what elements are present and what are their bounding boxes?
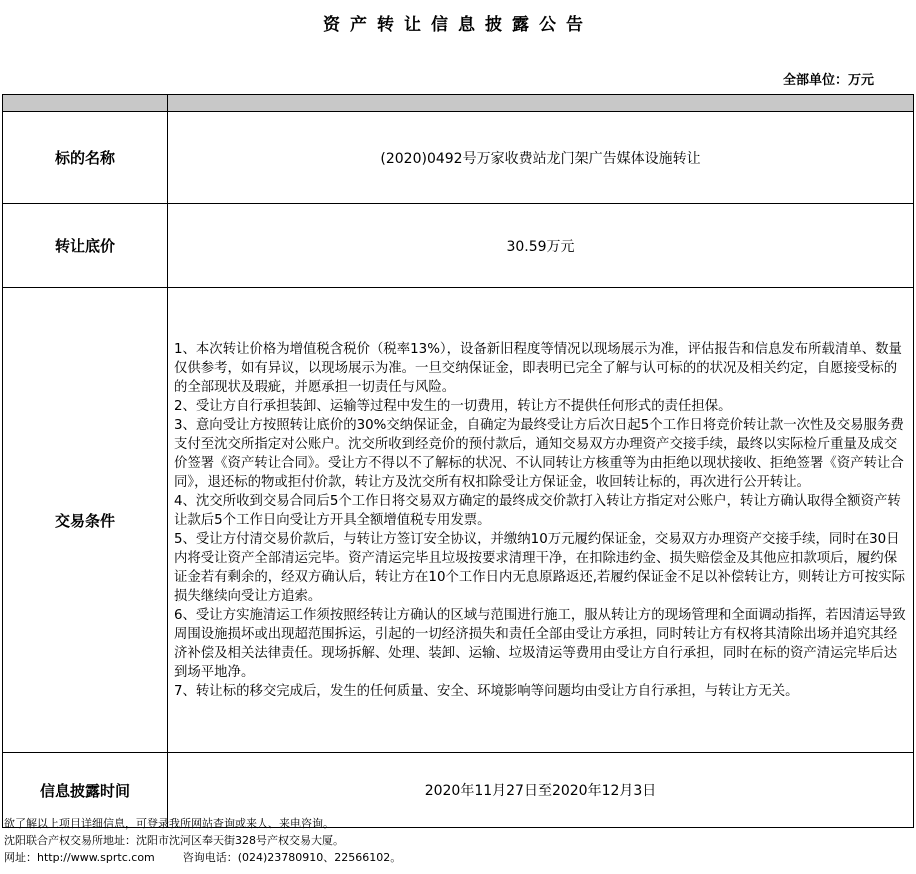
conditions-list [168,340,913,701]
unit-label: 全部单位：万元 [782,73,874,88]
info-table [2,94,914,828]
asset-name-label: 标的名称 [3,112,168,203]
trade-conditions-label: 交易条件 [3,288,168,752]
table-header-row [3,95,913,112]
reserve-price-label: 转让底价 [3,204,168,287]
header-cell-right [168,95,913,111]
trade-conditions-value [168,288,913,752]
condition-item: 6、受让方实施清运工作须按照经转让方确认的区域与范围进行施工，服从转让方的现场管理和全面调动指挥，若因清运导致周围设施损坏或出现超范围拆运，引起的一切经济损失和责任全部由受让方承担，同时转让方有权将其清除出场并追究其经济补偿及相关法律责任。现场拆解、处理、装卸、运输、垃圾清运等费用由受让方自行承担，同时在标的资产清运完毕后达到场平地净。 [174,607,906,680]
reserve-price-value: 30.59万元 [506,238,575,255]
footer-notes [4,815,401,866]
footer-line-inquiry: 欲了解以上项目详细信息，可登录我所网站查询或来人、来电咨询。 [4,817,334,830]
condition-item: 7、转让标的移交完成后，发生的任何质量、安全、环境影响等问题均由受让方自行承担，与转让方无关。 [174,683,799,699]
row-reserve-price [3,204,913,288]
condition-item: 3、意向受让方按照转让底价的30%交纳保证金，自确定为最终受让方后次日起5个工作日将竞价转让款一次性及交易服务费支付至沈交所指定对公账户。沈交所收到经竞价的预付款后，通知交易双方办理资产交接手续，最终以实际检斤重量及成交价签署《资产转让合同》。受让方不得以不了解标的状况、不认同转让方核重等为由拒绝以现状接收、拒绝签署《资产转让合同》，退还标的物或拒付价款，转让方及沈交所有权扣除受让方保证金，收回转让标的，再次进行公开转让。 [174,417,904,490]
footer-line-address: 沈阳联合产权交易所地址：沈阳市沈河区奉天街328号产权交易大厦。 [4,834,344,847]
asset-name-value: (2020)0492号万家收费站龙门架广告媒体设施转让 [380,150,701,167]
disclosure-time-value: 2020年11月27日至2020年12月3日 [424,783,657,799]
disclosure-time-label: 信息披露时间 [3,753,168,827]
condition-item: 5、受让方付清交易价款后，与转让方签订安全协议，并缴纳10万元履约保证金，交易双方办理资产交接手续，同时在30日内将受让资产全部清运完毕。资产清运完毕且垃圾按要求清理干净，在扣除违约金、损失赔偿金及其他应扣款项后，履约保证金若有剩余的，经双方确认后，转让方在10个工作日内无息原路返还,若履约保证金不足以补偿转让方，则转让方可按实际损失继续向受让方追索。 [174,531,905,604]
row-asset-name [3,112,913,204]
footer-line-contact: 网址：http://www.sprtc.com 咨询电话：(024)23780910、22566102。 [4,851,402,864]
header-cell-left [3,95,168,111]
condition-item: 2、受让方自行承担装卸、运输等过程中发生的一切费用，转让方不提供任何形式的责任担保。 [174,398,732,414]
condition-item: 1、本次转让价格为增值税含税价（税率13%），设备新旧程度等情况以现场展示为准，评估报告和信息发布所载清单、数量仅供参考，如有异议，以现场展示为准。一旦交纳保证金，即表明已完全了解与认可标的的状况及相关约定，自愿接受标的的全部现状及瑕疵，并愿承担一切责任与风险。 [174,341,902,395]
condition-item: 4、沈交所收到交易合同后5个工作日将交易双方确定的最终成交价款打入转让方指定对公账户，转让方确认取得全额资产转让款后5个工作日向受让方开具全额增值税专用发票。 [174,493,901,528]
row-trade-conditions [3,288,913,753]
page-title: 资产转让信息披露公告 [323,15,593,35]
